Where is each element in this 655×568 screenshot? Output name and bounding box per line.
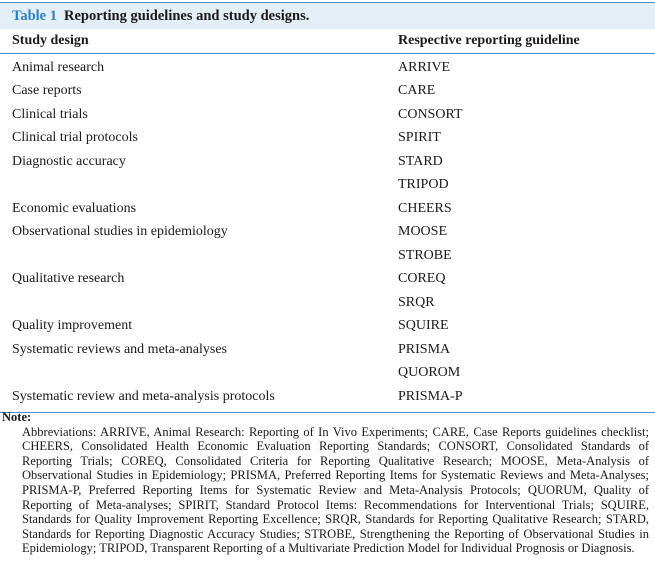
- cell-reporting-guideline: PRISMA-P: [398, 388, 463, 404]
- table-row: [0, 150, 655, 174]
- cell-reporting-guideline: QUOROM: [398, 365, 461, 381]
- table-number: Table 1: [12, 7, 57, 24]
- cell-study-design: Case reports: [12, 83, 82, 99]
- note-label: Note:: [2, 410, 32, 424]
- table-row: [0, 221, 655, 245]
- table-row: [0, 385, 655, 409]
- column-header-study-design: Study design: [12, 33, 89, 48]
- cell-reporting-guideline: ARRIVE: [398, 59, 451, 75]
- table-header-row: [0, 29, 655, 54]
- table-row: [0, 174, 655, 198]
- cell-study-design: Qualitative research: [12, 271, 125, 287]
- cell-study-design: Quality improvement: [12, 318, 133, 334]
- table-row: [0, 197, 655, 221]
- cell-reporting-guideline: COREQ: [398, 271, 446, 287]
- cell-reporting-guideline: SRQR: [398, 294, 435, 310]
- table-row: [0, 268, 655, 292]
- table-title: Reporting guidelines and study designs.: [64, 7, 310, 24]
- note-text: Abbreviations: ARRIVE, Animal Research: Reporting of In Vivo Experiments; CARE, Case Reports guidelines checklist; CHEERS, Consolidated Health Economic Evaluation Reporting Standards; CONSORT, Consolidated Standards of Reporting Trials; COREQ, Consolidated Criteria for Reporting Qualitative Research; MOOSE, Meta-Analysis of Observational Studies in Epidemiology; PRISMA, Preferred Reporting Items for Systematic Reviews and Meta-Analyses; PRISMA-P, Preferred Reporting Items for Systematic Review and Meta-Analysis Protocols; QUORUM, Quality of Reporting of Meta-analyses; SPIRIT, Standard Protocol Items: Recommendations for Interventional Trials; SQUIRE, Standards for Quality Improvement Reporting Excellence; SRQR, Standards for Reporting Qualitative Research; STARD, Standards for Reporting Diagnostic Accuracy Studies; STROBE, Strengthening the Reporting of Observational Studies in Epidemiology; TRIPOD, Transparent Reporting of a Multivariate Prediction Model for Individual Prognosis or Diagnosis.: [22, 424, 649, 556]
- table-row: [0, 127, 655, 151]
- table-row: [0, 338, 655, 362]
- cell-study-design: Clinical trials: [12, 106, 88, 122]
- table-note: [0, 410, 655, 556]
- cell-study-design: Systematic review and meta-analysis protocols: [12, 388, 275, 404]
- cell-reporting-guideline: PRISMA: [398, 341, 451, 357]
- cell-reporting-guideline: CHEERS: [398, 200, 452, 216]
- cell-study-design: Animal research: [12, 59, 105, 75]
- cell-reporting-guideline: CONSORT: [398, 106, 463, 122]
- table-body: [0, 54, 655, 413]
- table-row: [0, 80, 655, 104]
- cell-reporting-guideline: SPIRIT: [398, 130, 441, 146]
- cell-study-design: Diagnostic accuracy: [12, 153, 126, 169]
- cell-reporting-guideline: MOOSE: [398, 224, 448, 240]
- cell-study-design: Observational studies in epidemiology: [12, 224, 228, 240]
- table-row: [0, 362, 655, 386]
- cell-reporting-guideline: TRIPOD: [398, 177, 449, 193]
- table-row: [0, 103, 655, 127]
- table-row: [0, 244, 655, 268]
- cell-study-design: Economic evaluations: [12, 200, 137, 216]
- cell-reporting-guideline: STARD: [398, 153, 443, 169]
- cell-reporting-guideline: STROBE: [398, 247, 452, 263]
- reporting-guidelines-table: [0, 2, 655, 413]
- cell-study-design: Clinical trial protocols: [12, 130, 138, 146]
- cell-reporting-guideline: SQUIRE: [398, 318, 449, 334]
- table-caption: [0, 2, 655, 29]
- table-row: [0, 56, 655, 80]
- column-header-reporting-guideline: Respective reporting guideline: [398, 33, 580, 48]
- cell-reporting-guideline: CARE: [398, 83, 436, 99]
- table-row: [0, 291, 655, 315]
- cell-study-design: Systematic reviews and meta-analyses: [12, 341, 227, 357]
- table-row: [0, 315, 655, 339]
